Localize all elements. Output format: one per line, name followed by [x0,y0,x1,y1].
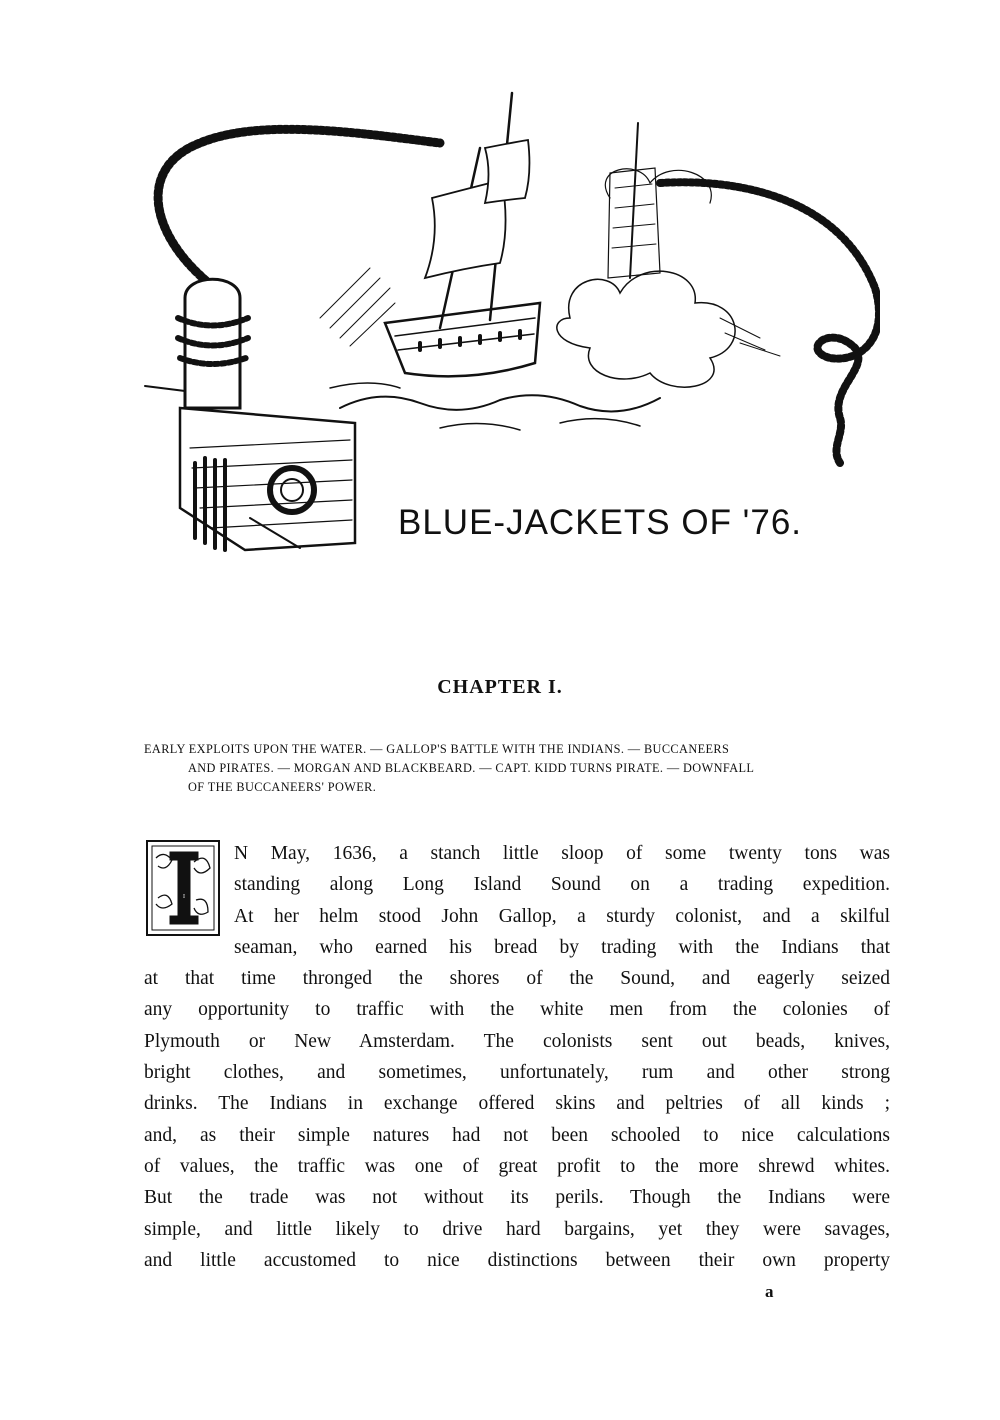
body-line: seaman, who earned his bread by trading with the Indians that [234,936,890,958]
body-line: N May, 1636, a stanch little sloop of some twenty tons was [234,843,890,864]
body-line: of values, the traffic was one of great profit to the more shrewd whites. [144,1155,890,1177]
body-line: Plymouth or New Amsterdam. The colonists sent out beads, knives, [144,1030,890,1052]
synopsis-line: AND PIRATES. — MORGAN AND BLACKBEARD. — CAPT. KIDD TURNS PIRATE. — DOWNFALL [188,761,755,775]
body-line: any opportunity to traffic with the white men from the colonies of [144,999,890,1021]
ship-illustration-icon [140,88,880,558]
body-line: simple, and little likely to drive hard bargains, yet they were savages, [144,1218,890,1240]
book-title: BLUE-JACKETS OF '76. [398,503,803,542]
synopsis-line: OF THE BUCCANEERS' POWER. [188,780,377,794]
body-line: At her helm stood John Gallop, a sturdy colonist, and a skilful [234,905,890,927]
dropcap-letter: I [183,894,185,900]
body-line: drinks. The Indians in exchange offered skins and peltries of all kinds ; [144,1093,890,1115]
chapter-heading: CHAPTER I. [437,676,563,698]
page-folio: a [765,1282,774,1301]
body-line: But the trade was not without its perils. Though the Indians were [144,1187,890,1209]
body-line: and, as their simple natures had not been schooled to nice calculations [144,1124,890,1146]
body-line: at that time thronged the shores of the Sound, and eagerly seized [144,968,890,990]
body-paragraph [144,838,890,1276]
chapter-synopsis [144,740,890,797]
body-line: bright clothes, and sometimes, unfortunately, rum and other strong [144,1062,890,1084]
synopsis-line: EARLY EXPLOITS UPON THE WATER. — GALLOP'S BATTLE WITH THE INDIANS. — BUCCANEERS [144,742,730,756]
body-line: standing along Long Island Sound on a trading expedition. [234,874,890,896]
body-line: and little accustomed to nice distinctions between their own property [144,1249,890,1271]
